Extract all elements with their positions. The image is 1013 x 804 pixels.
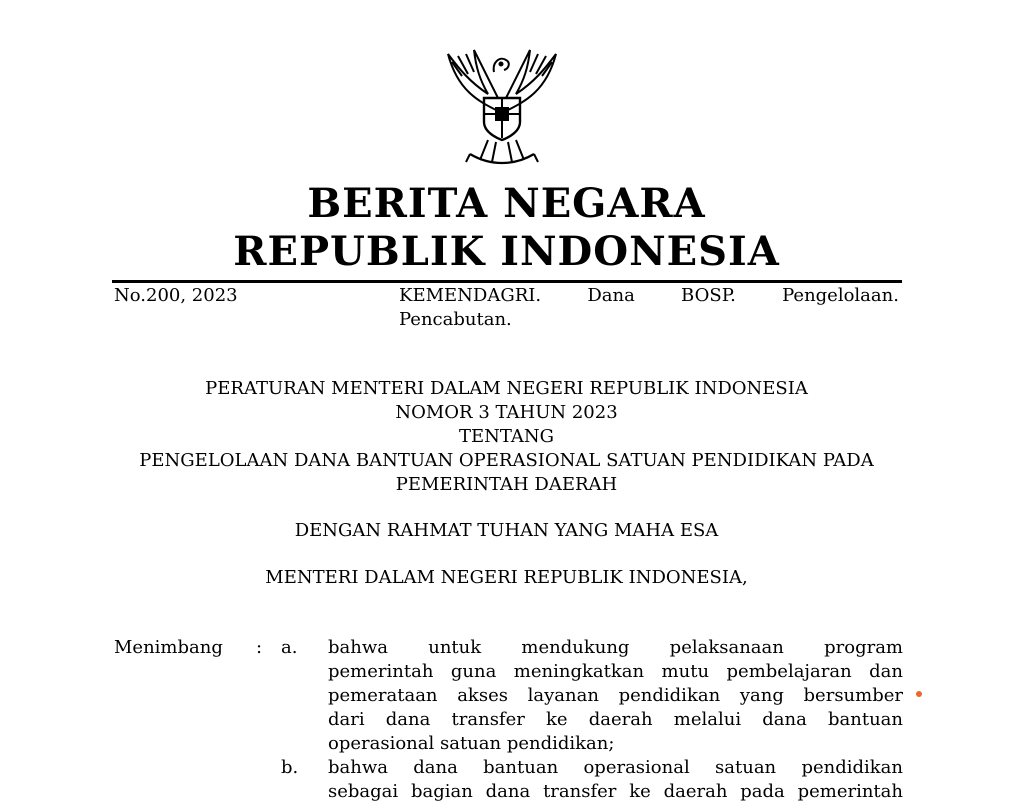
issue-summary-line1: [399, 284, 899, 308]
garuda-emblem-icon: [440, 42, 564, 170]
regulation-subject-line: PENGELOLAAN DANA BANTUAN OPERASIONAL SATUAN PENDIDIKAN PADA: [139, 450, 874, 471]
issue-number: No.200, 2023: [114, 285, 238, 306]
issuer-heading: MENTERI DALAM NEGERI REPUBLIK INDONESIA,: [265, 567, 748, 588]
item-marker: a.: [281, 637, 298, 658]
regulation-subject-line: PEMERINTAH DAERAH: [395, 474, 618, 495]
item-line: pemerataan akses layanan pendidikan yang bersumber: [328, 685, 903, 706]
item-line: bahwa untuk mendukung pelaksanaan program: [328, 637, 903, 658]
regulation-title-line: PERATURAN MENTERI DALAM NEGERI REPUBLIK INDONESIA: [205, 378, 808, 399]
item-line: dari dana transfer ke daerah melalui dana bantuan: [328, 709, 903, 730]
item-line: bahwa dana bantuan operasional satuan pendidikan: [328, 757, 903, 778]
issue-summary-word: Pengelolaan.: [782, 285, 899, 306]
item-line: pemerintah guna meningkatkan mutu pembelajaran dan: [328, 661, 903, 682]
item-marker: b.: [281, 757, 299, 778]
considerations-colon: :: [256, 637, 263, 658]
issue-summary-word: BOSP.: [681, 285, 736, 306]
masthead-rule: [112, 280, 902, 283]
item-line: operasional satuan pendidikan;: [328, 733, 615, 754]
item-line: sebagai bagian dana transfer ke daerah pada pemerintah: [328, 781, 903, 802]
regulation-number: NOMOR 3 TAHUN 2023: [395, 402, 618, 423]
masthead-title-line1: BERITA NEGARA: [307, 180, 706, 227]
issue-summary-word: Dana: [587, 285, 635, 306]
masthead-title-line2: REPUBLIK INDONESIA: [233, 228, 780, 275]
regulation-about: TENTANG: [458, 426, 555, 447]
considerations-label: Menimbang: [114, 637, 223, 658]
issue-summary-line2: Pencabutan.: [399, 309, 512, 330]
annotation-marker-dot[interactable]: [916, 691, 922, 697]
invocation: DENGAN RAHMAT TUHAN YANG MAHA ESA: [294, 520, 719, 541]
issue-summary-word: KEMENDAGRI.: [399, 285, 542, 306]
